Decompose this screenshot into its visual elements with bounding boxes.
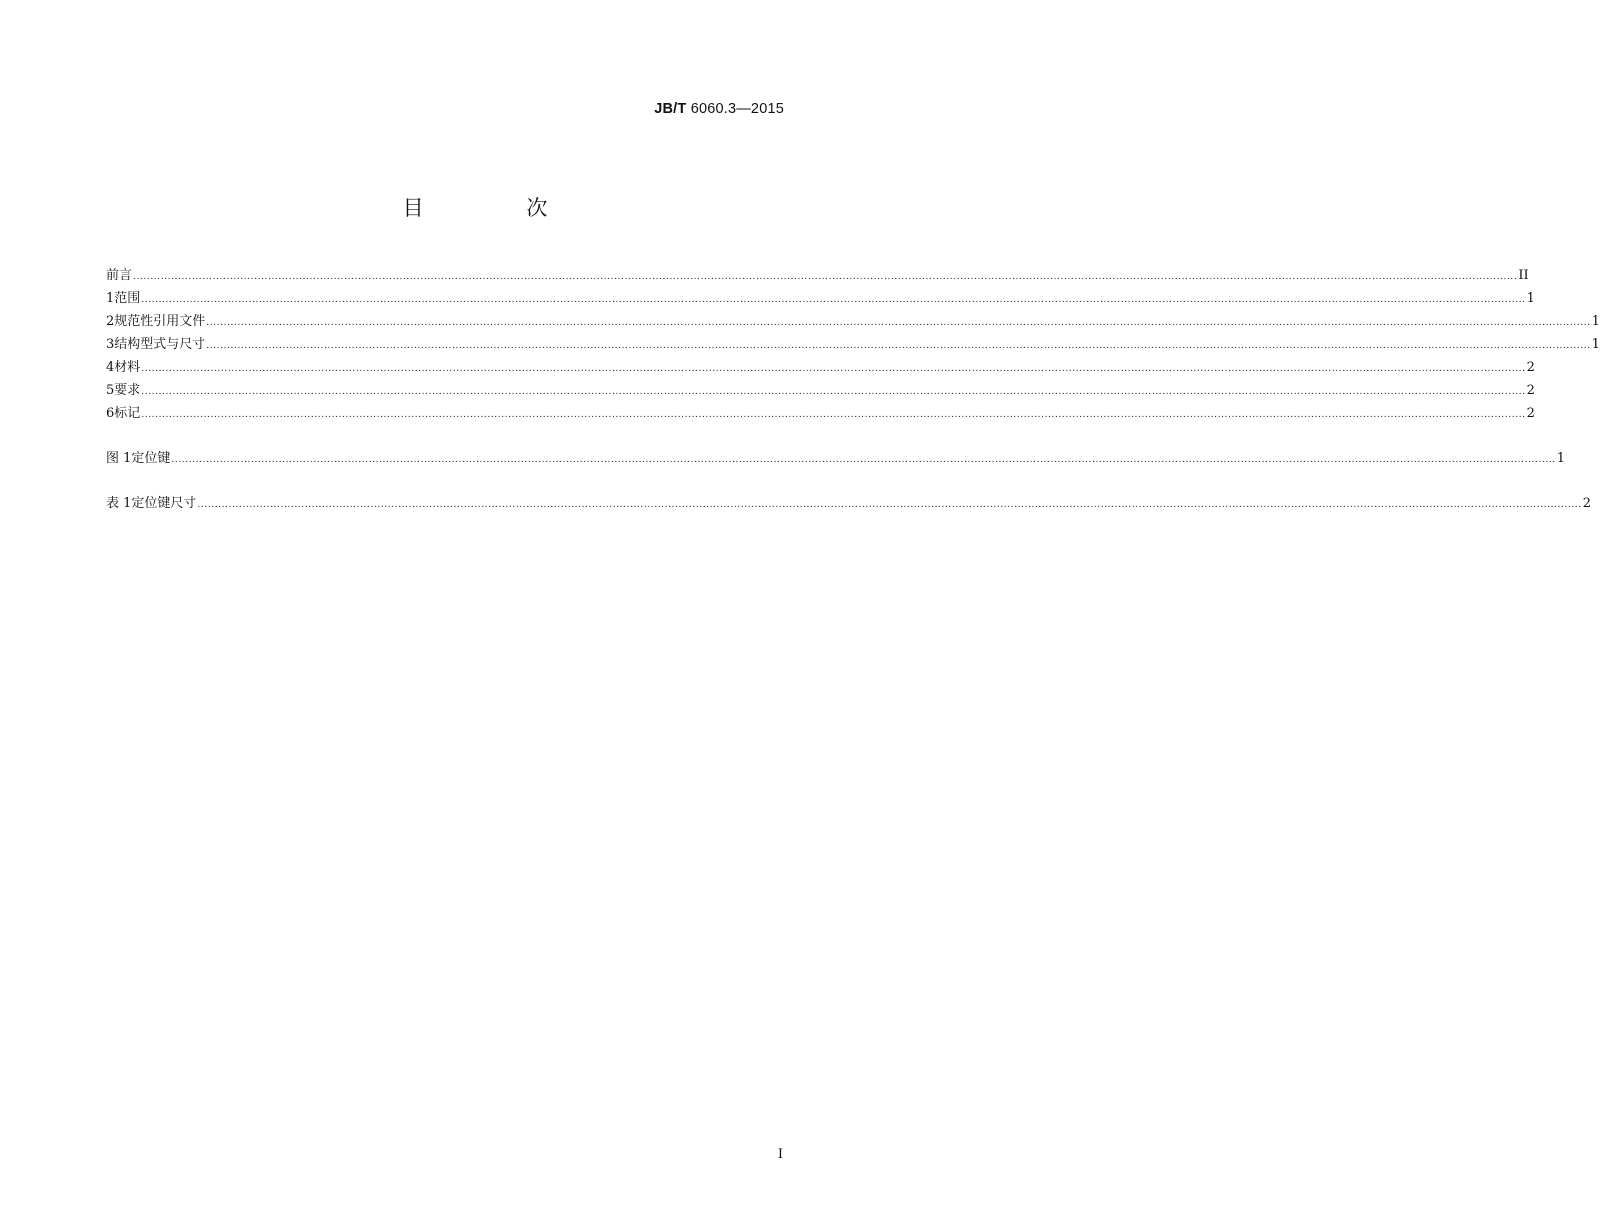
toc-leader-dots: ................................................................................................................................................................................................................................................................................................................................................................................................................ xyxy=(141,387,1526,397)
toc-leader-dots: ................................................................................................................................................................................................................................................................................................................................................................................................................ xyxy=(141,295,1526,305)
toc-entry-number: 6 xyxy=(106,406,115,421)
toc-entry-number: 图 1 xyxy=(106,451,132,466)
toc-entry-label: 范围 xyxy=(114,291,141,306)
toc-entry-number: 2 xyxy=(106,314,115,329)
toc-entry-label: 材料 xyxy=(114,360,141,375)
toc-entry-requirements[interactable] xyxy=(106,379,1535,402)
toc-entry-number: 表 1 xyxy=(106,496,132,511)
toc-leader-dots: ................................................................................................................................................................................................................................................................................................................................................................................................................ xyxy=(206,318,1591,328)
toc-leader-dots: ................................................................................................................................................................................................................................................................................................................................................................................................................ xyxy=(133,272,1518,282)
toc-entry-marking[interactable] xyxy=(106,402,1535,425)
toc-entry-label: 定位键尺寸 xyxy=(131,496,197,511)
toc-entry-label: 定位键 xyxy=(131,451,171,466)
toc-entry-materials[interactable] xyxy=(106,356,1535,379)
toc-spacer xyxy=(106,425,782,447)
toc-entry-number: 1 xyxy=(106,291,115,306)
toc-entry-number: 3 xyxy=(106,337,115,352)
toc-entry-page: 1 xyxy=(1591,337,1600,352)
toc-entry-label: 前言 xyxy=(106,268,133,283)
toc-entry-page: 2 xyxy=(1582,496,1592,511)
toc-entry-page: 1 xyxy=(1591,314,1600,329)
toc-leader-dots: ................................................................................................................................................................................................................................................................................................................................................................................................................ xyxy=(197,500,1582,510)
toc-entry-label: 要求 xyxy=(114,383,141,398)
standard-code-number: 6060.3—2015 xyxy=(690,101,784,117)
toc-entry-table-1[interactable] xyxy=(106,492,1592,515)
footer-page-number: I xyxy=(777,1147,783,1162)
toc-entry-figure-1[interactable] xyxy=(106,447,1566,470)
toc-entry-page: 2 xyxy=(1526,406,1535,421)
toc-entry-scope[interactable] xyxy=(106,287,1535,310)
toc-leader-dots: ................................................................................................................................................................................................................................................................................................................................................................................................................ xyxy=(171,455,1556,465)
page-title: 目 次 xyxy=(402,196,596,220)
toc-entry-label: 规范性引用文件 xyxy=(114,314,206,329)
toc-entry-normative-references[interactable] xyxy=(106,310,1600,333)
toc-entry-number: 5 xyxy=(106,383,115,398)
toc-entry-foreword[interactable] xyxy=(106,264,1529,287)
standard-code xyxy=(654,101,784,117)
toc-entry-structure-dimensions[interactable] xyxy=(106,333,1600,356)
toc-entry-label: 标记 xyxy=(114,406,141,421)
toc-leader-dots: ................................................................................................................................................................................................................................................................................................................................................................................................................ xyxy=(141,410,1526,420)
toc-spacer xyxy=(106,470,782,492)
toc-entry-page: 1 xyxy=(1556,451,1566,466)
toc-entry-number: 4 xyxy=(106,360,115,375)
toc-entry-label: 结构型式与尺寸 xyxy=(114,337,206,352)
toc-leader-dots: ................................................................................................................................................................................................................................................................................................................................................................................................................ xyxy=(206,341,1591,351)
toc-entry-page: 2 xyxy=(1526,360,1535,375)
toc-entry-page: II xyxy=(1518,268,1529,283)
toc-entry-page: 1 xyxy=(1526,291,1535,306)
toc-entry-page: 2 xyxy=(1526,383,1535,398)
toc-leader-dots: ................................................................................................................................................................................................................................................................................................................................................................................................................ xyxy=(141,364,1526,374)
table-of-contents xyxy=(106,264,1600,515)
standard-code-prefix: JB/T xyxy=(654,101,687,117)
